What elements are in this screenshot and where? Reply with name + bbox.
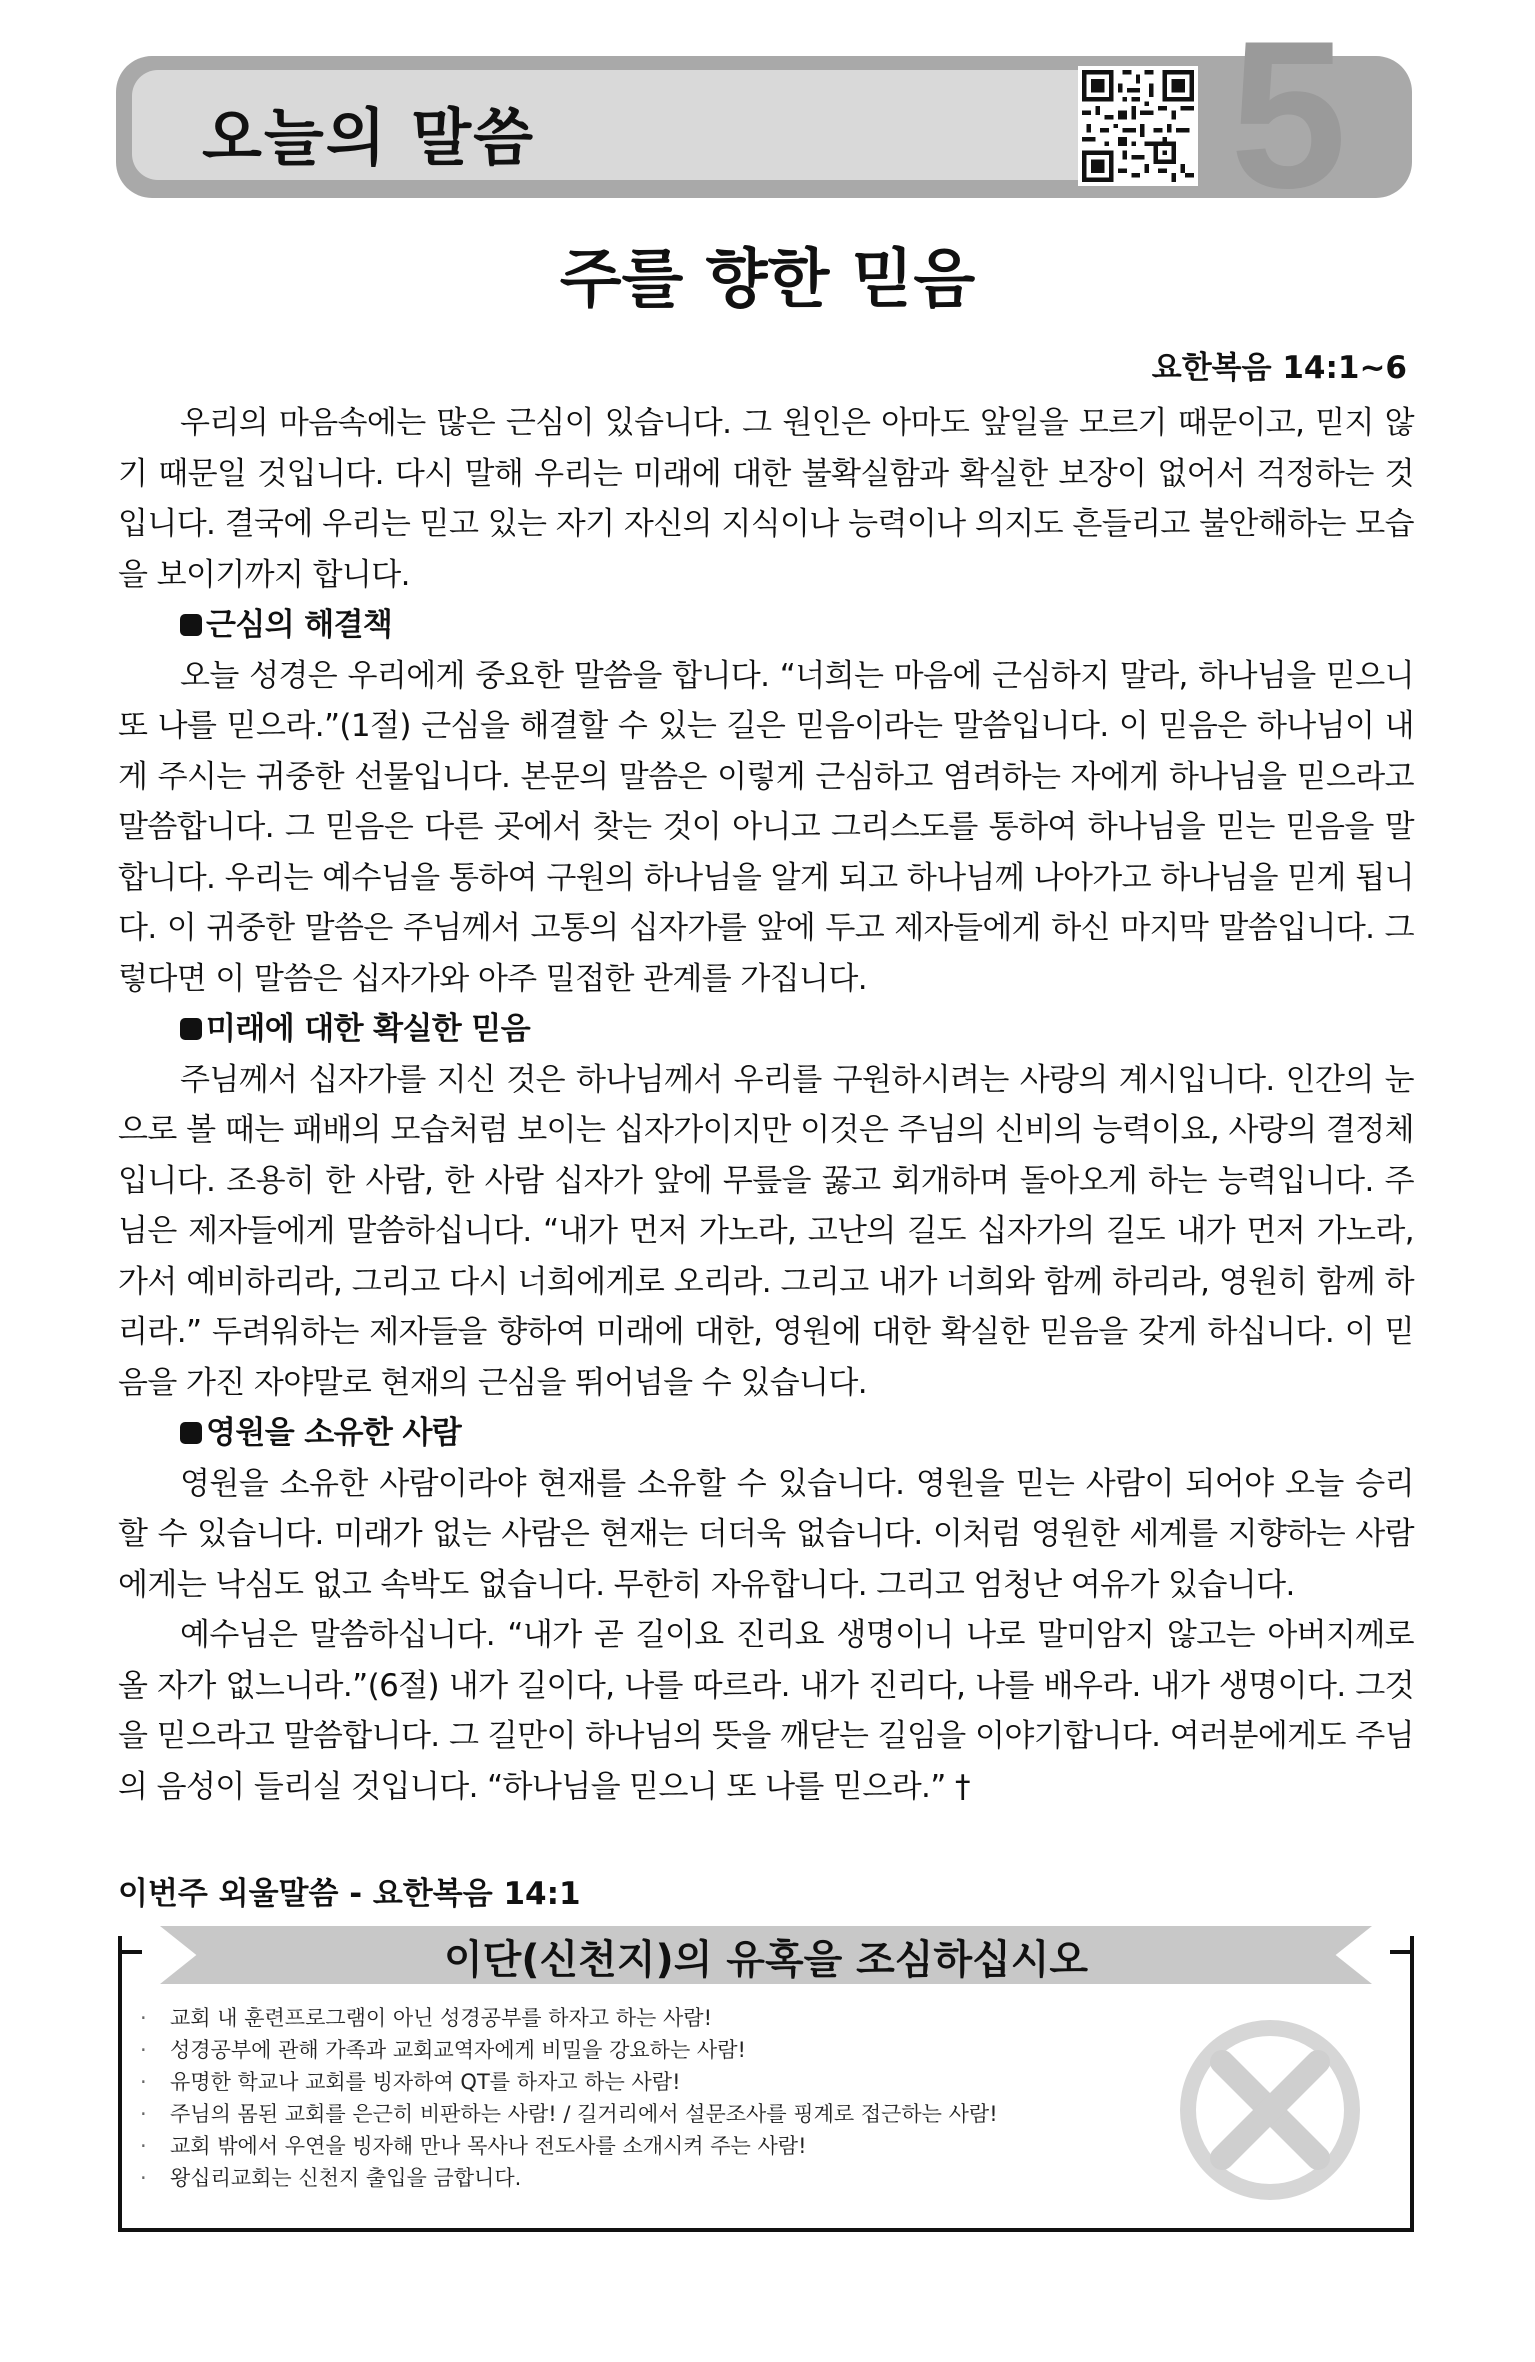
warning-list	[140, 2002, 1140, 2194]
section-title: 오늘의 말씀	[202, 101, 536, 174]
bullet-dot: ·	[140, 2134, 147, 2158]
bullet-square-icon	[180, 1422, 202, 1444]
paragraph: 영원을 소유한 사람이라야 현재를 소유할 수 있습니다. 영원을 믿는 사람이 되어야 오늘 승리할 수 있습니다. 미래가 없는 사람은 현재는 더더욱 없습니다. 이처럼 영원한 세계를 지향하는 사람에게는 낙심도 없고 속박도 없습니다. 무한히 자유합니다. 그리고 엄청난 여유가 있습니다.	[118, 1465, 1414, 1603]
paragraph: 예수님은 말씀하십니다. “내가 곧 길이요 진리요 생명이니 나로 말미암지 않고는 아버지께로 올 자가 없느니라.”(6절) 내가 길이다, 나를 따르라. 내가 진리다, 나를 배우라. 내가 생명이다. 그것을 믿으라고 말씀합니다. 그 길만이 하나님의 뜻을 깨닫는 길임을 이야기합니다. 여러분에게도 주님의 음성이 들리실 것입니다. “하나님을 믿으니 또 나를 믿으라.” †	[118, 1617, 1414, 1805]
weekly-verse: 이번주 외울말씀 - 요한복음 14:1	[118, 1876, 581, 1912]
paragraph: 오늘 성경은 우리에게 중요한 말씀을 합니다. “너희는 마음에 근심하지 말라, 하나님을 믿으니 또 나를 믿으라.”(1절) 근심을 해결할 수 있는 길은 믿음이라는 말씀입니다. 이 믿음은 하나님이 내게 주시는 귀중한 선물입니다. 본문의 말씀은 이렇게 근심하고 염려하는 자에게 하나님을 믿으라고 말씀합니다. 그 믿음은 다른 곳에서 찾는 것이 아니고 그리스도를 통하여 하나님을 믿는 믿음을 말합니다. 우리는 예수님을 통하여 구원의 하나님을 알게 되고 하나님께 나아가고 하나님을 믿게 됩니다. 이 귀중한 말씀은 주님께서 고통의 십자가를 앞에 두고 제자들에게 하신 마지막 말씀입니다. 그렇다면 이 말씀은 십자가와 아주 밀접한 관계를 가집니다.	[118, 657, 1414, 997]
qr-code-icon[interactable]	[1078, 66, 1198, 186]
list-item: · 유명한 학교나 교회를 빙자하여 QT를 하자고 하는 사람!	[140, 2066, 1140, 2098]
list-item: · 주님의 몸된 교회를 은근히 비판하는 사람! / 길거리에서 설문조사를 핑계로 접근하는 사람!	[140, 2098, 1140, 2130]
week-number: 5	[1230, 0, 1347, 232]
bullet-dot: ·	[140, 2070, 147, 2094]
bullet-square-icon	[180, 1018, 202, 1040]
bullet-dot: ·	[140, 2166, 147, 2190]
scripture-reference: 요한복음 14:1~6	[1151, 350, 1407, 386]
bullet-square-icon	[180, 614, 202, 636]
heading-text: 미래에 대한 확실한 믿음	[206, 1011, 531, 1047]
sermon-title: 주를 향한 믿음	[559, 243, 976, 317]
paragraph: 주님께서 십자가를 지신 것은 하나님께서 우리를 구원하시려는 사랑의 계시입니다. 인간의 눈으로 볼 때는 패배의 모습처럼 보이는 십자가이지만 이것은 주님의 신비의 능력이요, 사랑의 결정체입니다. 조용히 한 사람, 한 사람 십자가 앞에 무릎을 꿇고 회개하며 돌아오게 하는 능력입니다. 주님은 제자들에게 말씀하십니다. “내가 먼저 가노라, 고난의 길도 십자가의 길도 내가 먼저 가노라, 가서 예비하리라, 그리고 다시 너희에게로 오리라. 그리고 내가 너희와 함께 하리라, 영원히 함께 하리라.” 두려워하는 제자들을 향하여 미래에 대한, 영원에 대한 확실한 믿음을 갖게 하십니다. 이 믿음을 가진 자야말로 현재의 근심을 뛰어넘을 수 있습니다.	[118, 1061, 1414, 1401]
list-item: · 성경공부에 관해 가족과 교회교역자에게 비밀을 강요하는 사람!	[140, 2034, 1140, 2066]
sermon-body	[118, 398, 1414, 1812]
section-heading	[118, 1408, 1414, 1459]
section-heading	[118, 1004, 1414, 1055]
header-bar	[116, 56, 1412, 198]
list-item: · 왕십리교회는 신천지 출입을 금합니다.	[140, 2162, 1140, 2194]
warning-title: 이단(신천지)의 유혹을 조심하십시오	[443, 1937, 1088, 1983]
list-item: · 교회 밖에서 우연을 빙자해 만나 목사나 전도사를 소개시켜 주는 사람!	[140, 2130, 1140, 2162]
list-item: · 교회 내 훈련프로그램이 아닌 성경공부를 하자고 하는 사람!	[140, 2002, 1140, 2034]
paragraph: 우리의 마음속에는 많은 근심이 있습니다. 그 원인은 아마도 앞일을 모르기 때문이고, 믿지 않기 때문일 것입니다. 다시 말해 우리는 미래에 대한 불확실함과 확실한 보장이 없어서 걱정하는 것입니다. 결국에 우리는 믿고 있는 자기 자신의 지식이나 능력이나 의지도 흔들리고 불안해하는 모습을 보이기까지 합니다.	[118, 405, 1414, 593]
header-inner	[132, 70, 1132, 180]
bullet-dot: ·	[140, 2102, 147, 2126]
section-heading	[118, 600, 1414, 651]
box-corner	[1410, 1950, 1414, 1970]
x-circle-icon	[1170, 2010, 1370, 2210]
bullet-dot: ·	[140, 2006, 147, 2030]
heading-text: 근심의 해결책	[206, 607, 393, 643]
bullet-dot: ·	[140, 2038, 147, 2062]
box-corner	[118, 1950, 122, 1970]
heading-text: 영원을 소유한 사람	[206, 1415, 462, 1451]
